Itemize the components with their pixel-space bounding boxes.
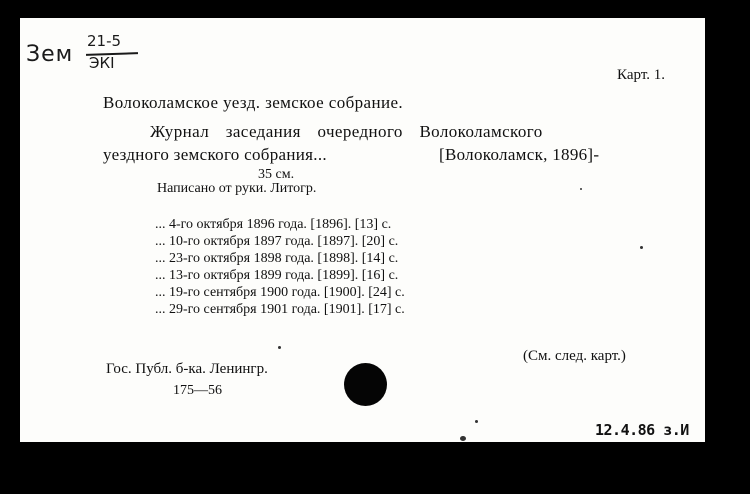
issue-entry: ... 13-го октября 1899 года. [1899]. [16] с.: [155, 268, 399, 283]
corporate-author-heading: Волоколамское уезд. земское собрание.: [103, 93, 404, 112]
issue-entry: ... 29-го сентября 1901 года. [1901]. [17] с.: [155, 302, 405, 317]
scan-speck: [580, 188, 582, 190]
library-name: Гос. Публ. б-ка. Ленингр.: [106, 361, 268, 377]
title-line-2: уездного земского собрания...: [103, 145, 327, 164]
production-note: Написано от руки. Литогр.: [157, 181, 317, 196]
library-code: 175—56: [173, 383, 222, 398]
continuation-note: (См. след. карт.): [523, 348, 626, 364]
title-line-1: Журнал заседания очередного Волоколамского: [150, 122, 543, 141]
scan-speck: [278, 346, 281, 349]
card-punch-hole: [344, 363, 387, 406]
issue-entry: ... 23-го октября 1898 года. [1898]. [14] с.: [155, 251, 399, 266]
catalog-card: [20, 18, 705, 442]
handwritten-prefix: Зем: [26, 42, 74, 67]
issue-entry: ... 4-го октября 1896 года. [1896]. [13] с.: [155, 217, 392, 232]
card-number: Карт. 1.: [617, 67, 665, 83]
issue-list: [155, 216, 405, 318]
handwritten-numerator: 21-5: [87, 32, 122, 50]
date-stamp: 12.4.86 з.И: [595, 421, 689, 439]
physical-size: 35 см.: [258, 167, 295, 182]
scan-speck: [640, 246, 643, 249]
handwritten-denominator: ЭКІ: [89, 54, 115, 72]
scan-speck: [460, 436, 466, 441]
issue-entry: ... 19-го сентября 1900 года. [1900]. [24] с.: [155, 285, 405, 300]
scan-speck: [475, 420, 478, 423]
issue-entry: ... 10-го октября 1897 года. [1897]. [20] с.: [155, 234, 399, 249]
title-place-year: [Волоколамск, 1896]-: [439, 145, 600, 164]
